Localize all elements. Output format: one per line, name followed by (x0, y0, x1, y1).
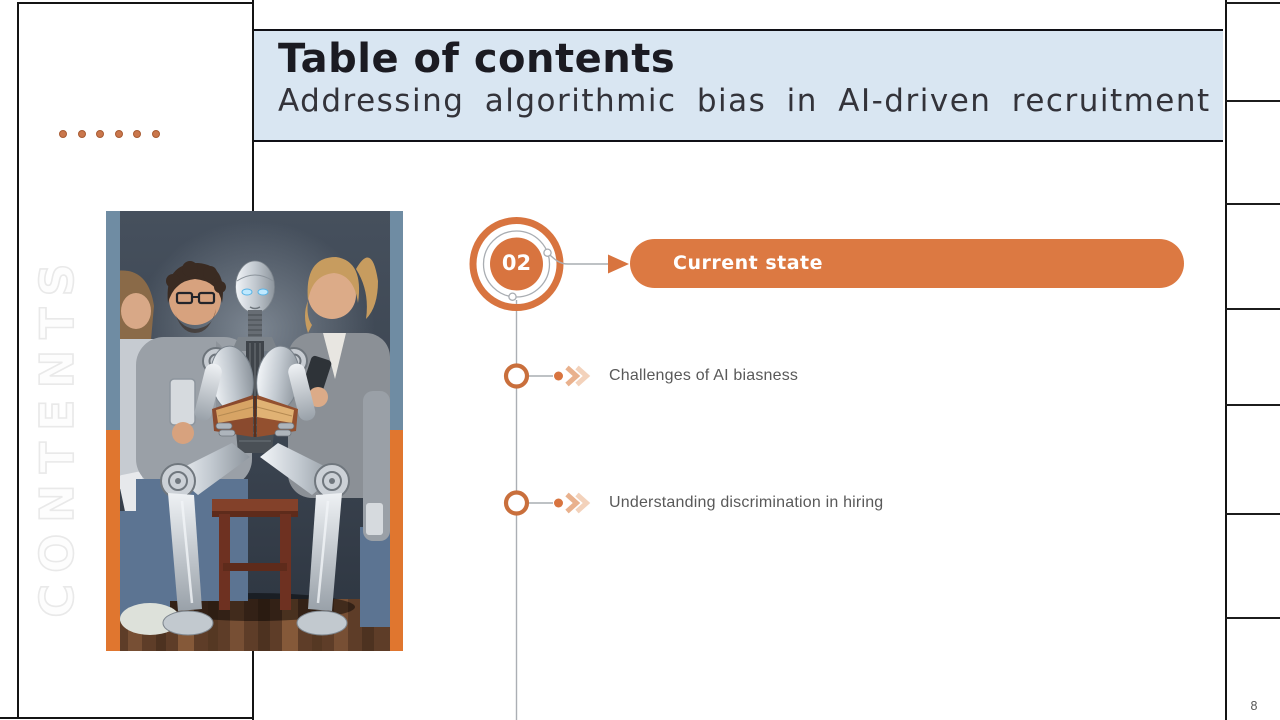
rail-divider (1225, 308, 1280, 310)
toc-item-label[interactable]: Challenges of AI biasness (609, 367, 799, 384)
decorative-dot (59, 130, 67, 138)
page-number: 8 (1250, 699, 1258, 713)
rail-divider (1225, 404, 1280, 406)
toc-item-marker (506, 366, 587, 387)
arrow-right-icon (608, 255, 629, 274)
toc-current-pill[interactable]: Current state (630, 239, 1184, 288)
page-subtitle: Addressing algorithmic bias in AI-driven recruitment (278, 83, 1211, 119)
toc-item-label[interactable]: Understanding discrimination in hiring (609, 494, 884, 511)
left-panel-top-border (17, 2, 254, 4)
toc-current-number: 02 (501, 251, 532, 275)
robot-reading-photo (120, 211, 390, 651)
toc-item-marker (506, 493, 587, 514)
bottom-left-border (0, 717, 254, 719)
rail-divider (1225, 513, 1280, 515)
decorative-dots-row (59, 130, 160, 138)
rail-divider (1225, 2, 1280, 4)
decorative-dot (152, 130, 160, 138)
decorative-dot (96, 130, 104, 138)
rail-divider (1225, 203, 1280, 205)
robot-reading-illustration (120, 211, 390, 651)
left-panel-left-border (17, 2, 19, 718)
decorative-dot (78, 130, 86, 138)
rail-divider (1225, 100, 1280, 102)
decorative-dot (133, 130, 141, 138)
contents-vertical-label: CONTENTS (30, 252, 84, 618)
double-chevron-icon (567, 495, 587, 512)
decorative-dot (115, 130, 123, 138)
double-chevron-icon (567, 368, 587, 385)
right-rail-line (1225, 0, 1227, 720)
rail-divider (1225, 617, 1280, 619)
page-title: Table of contents (278, 36, 676, 82)
slide-header (254, 29, 1223, 142)
right-edge-person (363, 391, 390, 541)
